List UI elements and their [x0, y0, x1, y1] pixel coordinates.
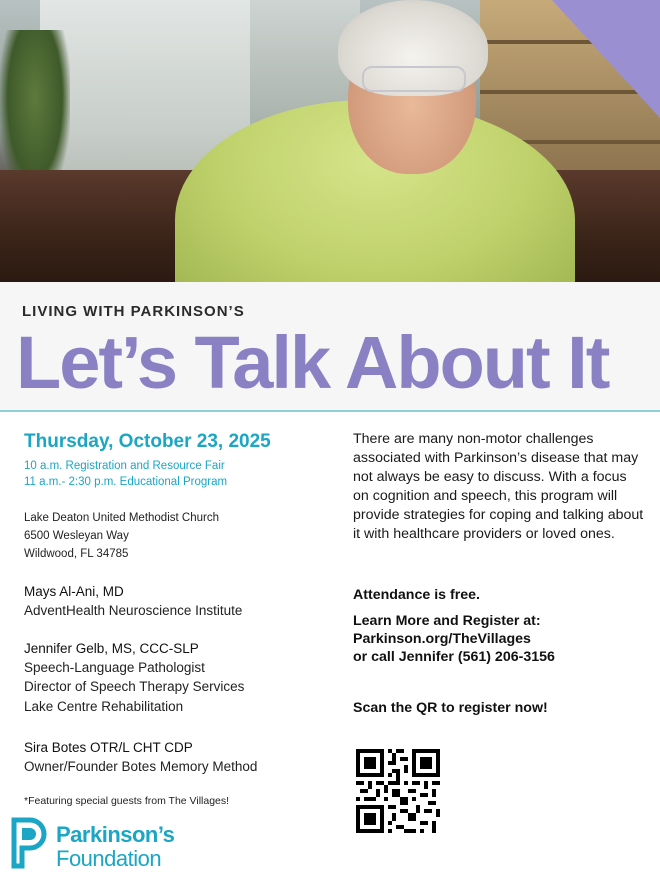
parkinsons-foundation-logo-icon	[8, 816, 52, 870]
logo-text-parkinsons: Parkinson’s	[56, 822, 175, 847]
qr-code-graphic	[356, 749, 440, 833]
schedule-line: 10 a.m. Registration and Resource Fair	[24, 460, 225, 472]
headline: Let’s Talk About It	[16, 321, 609, 404]
speaker-role: Owner/Founder Botes Memory Method	[24, 759, 258, 774]
attendance-text: Attendance is free.	[353, 587, 480, 603]
venue-street: 6500 Wesleyan Way	[24, 530, 129, 542]
hero-photo	[0, 0, 660, 282]
program-description: There are many non-motor challenges associated with Parkinson’s disease that may not always be easy to discuss. With a focus on cognition and speech, this program will provide strategies for coping and talking about it with healthcare providers or loved ones.	[353, 431, 644, 542]
venue-name: Lake Deaton United Methodist Church	[24, 512, 219, 524]
register-link[interactable]: Parkinson.org/TheVillages	[353, 631, 531, 647]
qr-code[interactable]	[356, 749, 440, 833]
corner-triangle	[552, 0, 660, 118]
logo-text-foundation: Foundation	[56, 846, 162, 871]
guest-note: *Featuring special guests from The Villages!	[24, 795, 230, 807]
register-label: Learn More and Register at:	[353, 613, 541, 629]
scan-prompt: Scan the QR to register now!	[353, 700, 548, 716]
speaker-role: AdventHealth Neuroscience Institute	[24, 603, 243, 618]
speaker-name: Jennifer Gelb, MS, CCC-SLP	[24, 641, 199, 656]
speaker-role: Speech-Language Pathologist	[24, 660, 205, 675]
venue-city: Wildwood, FL 34785	[24, 548, 129, 560]
register-phone[interactable]: or call Jennifer (561) 206-3156	[353, 649, 555, 665]
event-date: Thursday, October 23, 2025	[24, 431, 271, 452]
eyebrow-title: LIVING WITH PARKINSON’S	[22, 303, 245, 320]
speaker-role: Director of Speech Therapy Services	[24, 679, 245, 694]
speaker-role: Lake Centre Rehabilitation	[24, 699, 184, 714]
schedule-line: 11 a.m.- 2:30 p.m. Educational Program	[24, 476, 228, 488]
speaker-name: Sira Botes OTR/L CHT CDP	[24, 740, 193, 755]
photo-person-glasses	[362, 66, 466, 92]
speaker-name: Mays Al-Ani, MD	[24, 584, 124, 599]
divider-rule	[0, 410, 660, 412]
